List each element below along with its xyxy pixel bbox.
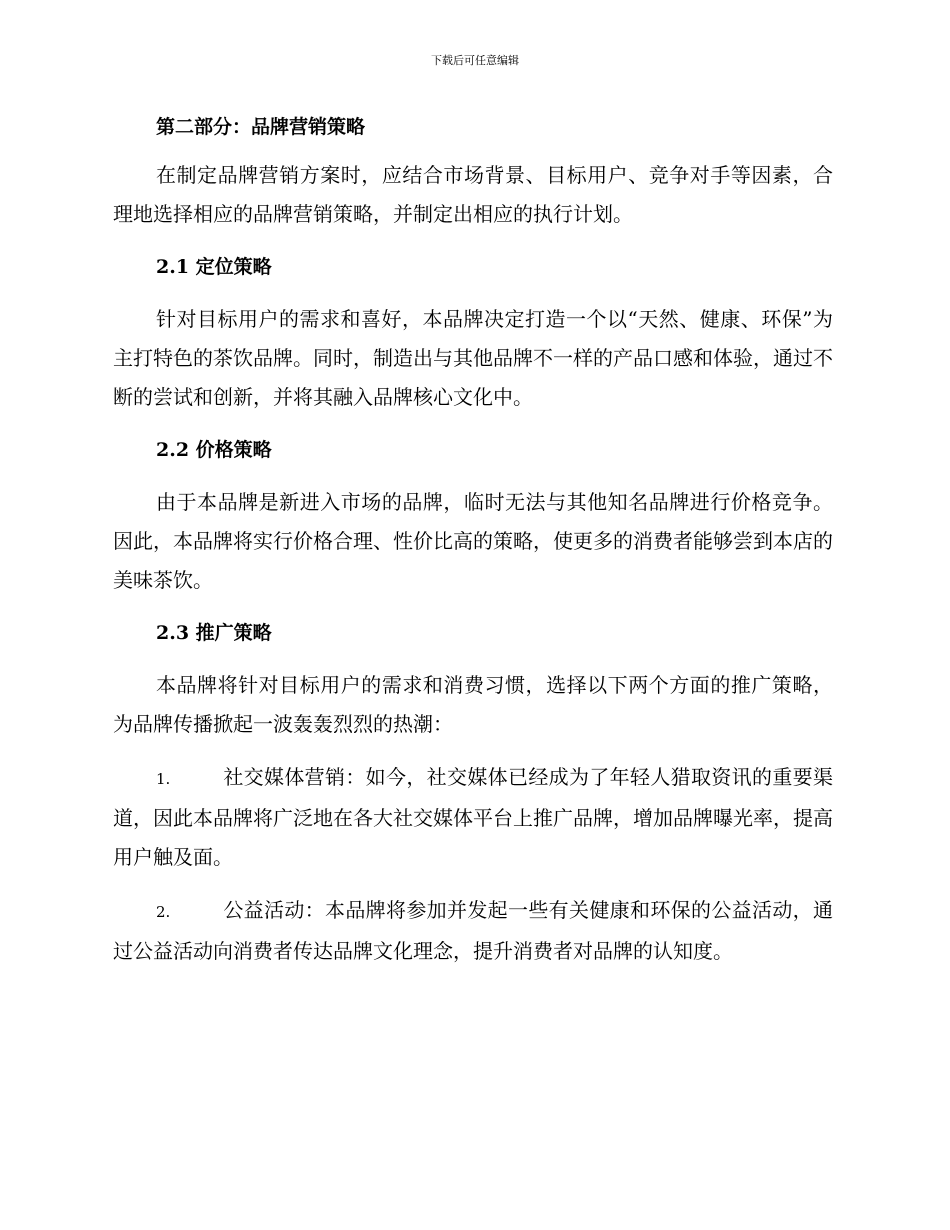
document-body: [113, 110, 833, 971]
pricing-paragraph: 由于本品牌是新进入市场的品牌，临时无法与其他知名品牌进行价格竞争。因此，本品牌将实行价格合理、性价比高的策略，使更多的消费者能够尝到本店的美味茶饮。: [113, 490, 833, 592]
subsection-heading-2-2: 2.2 价格策略: [156, 439, 272, 461]
list-item-text: 社交媒体营销：如今，社交媒体已经成为了年轻人猎取资讯的重要渠道，因此本品牌将广泛地在各大社交媒体平台上推广品牌，增加品牌曝光率，提高用户触及面。: [113, 765, 833, 869]
list-item-text: 公益活动：本品牌将参加并发起一些有关健康和环保的公益活动，通过公益活动向消费者传达品牌文化理念，提升消费者对品牌的认知度。: [113, 898, 833, 963]
intro-paragraph: 在制定品牌营销方案时，应结合市场背景、目标用户、竞争对手等因素，合理地选择相应的品牌营销策略，并制定出相应的执行计划。: [113, 163, 833, 226]
positioning-paragraph: 针对目标用户的需求和喜好，本品牌决定打造一个以“天然、健康、环保”为主打特色的茶饮品牌。同时，制造出与其他品牌不一样的产品口感和体验，通过不断的尝试和创新，并将其融入品牌核心文化中。: [113, 307, 833, 409]
list-item: [113, 891, 833, 971]
page-header: 下载后可任意编辑: [431, 54, 519, 67]
list-item: [113, 758, 833, 877]
promotion-paragraph: 本品牌将针对目标用户的需求和消费习惯，选择以下两个方面的推广策略，为品牌传播掀起一波轰轰烈烈的热潮：: [113, 673, 833, 736]
list-item-number: 1.: [156, 770, 171, 788]
subsection-heading-2-1: 2.1 定位策略: [156, 256, 272, 278]
subsection-heading-2-3: 2.3 推广策略: [156, 622, 272, 644]
list-item-number: 2.: [156, 903, 171, 921]
section-heading: 第二部分：品牌营销策略: [156, 116, 366, 138]
